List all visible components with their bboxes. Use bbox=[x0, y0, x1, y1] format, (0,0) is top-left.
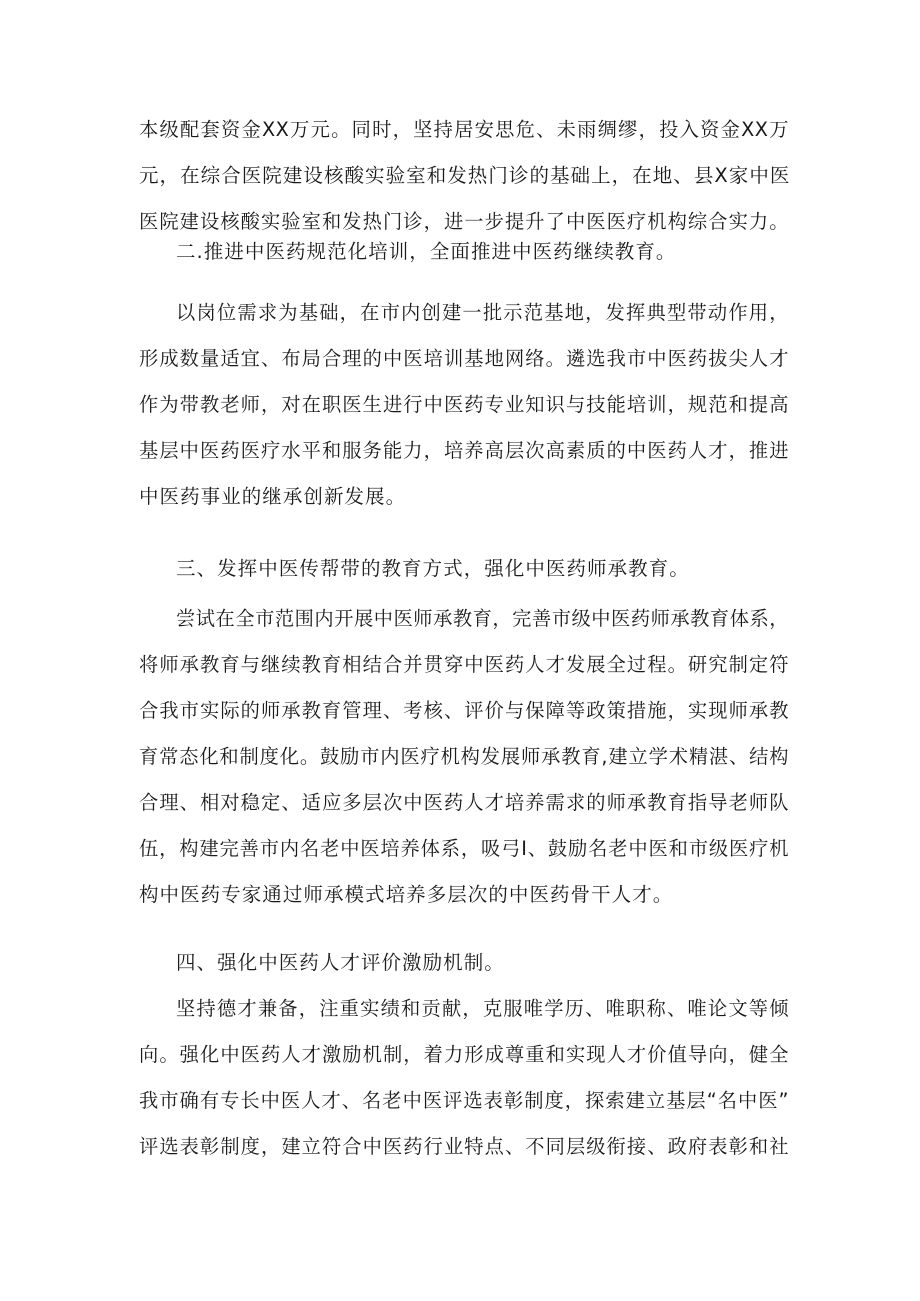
text-line: 向。强化中医药人才激励机制，着力形成尊重和实现人才价值导向，健全 bbox=[139, 1043, 789, 1066]
heading-text: 四、强化中医药人才评价激励机制。 bbox=[176, 951, 505, 974]
text-line: 我市确有专长中医人才、名老中医评选表彰制度，探索建立基层“名中医” bbox=[139, 1089, 789, 1112]
text-line: 以岗位需求为基础，在市内创建一批示范基地，发挥典型带动作用， bbox=[176, 301, 789, 324]
paragraph-mentorship bbox=[139, 596, 789, 918]
text-line: 合我市实际的师承教育管理、考核、评价与保障等政策措施，实现师承教 bbox=[139, 699, 789, 722]
text-line: 本级配套资金XX万元。同时，坚持居安思危、未雨绸缪，投入资金XX万 bbox=[139, 118, 789, 141]
heading-text: 三、发挥中医传帮带的教育方式，强化中医药师承教育。 bbox=[176, 557, 690, 580]
text-line: 基层中医药医疗水平和服务能力，培养高层次高素质的中医药人才，推进 bbox=[139, 439, 789, 462]
text-line: 坚持德才兼备，注重实绩和贡献，克服唯学历、唯职称、唯论文等倾 bbox=[176, 997, 789, 1020]
text-line: 形成数量适宜、布局合理的中医培训基地网络。遴选我市中医药拔尖人才 bbox=[139, 347, 789, 370]
section-heading-3 bbox=[139, 546, 789, 592]
text-line: 合理、相对稳定、适应多层次中医药人才培养需求的师承教育指导老师队 bbox=[139, 791, 789, 814]
text-line: 构中医药专家通过师承模式培养多层次的中医药骨干人才。 bbox=[139, 883, 674, 906]
text-line: 将师承教育与继续教育相结合并贯穿中医药人才发展全过程。研究制定符 bbox=[139, 653, 789, 676]
paragraph-training bbox=[139, 290, 789, 520]
paragraph-evaluation bbox=[139, 986, 789, 1170]
text-line: 作为带教老师，对在职医生进行中医药专业知识与技能培训，规范和提高 bbox=[139, 393, 789, 416]
text-line: 医院建设核酸实验室和发热门诊，进一步提升了中医医疗机构综合实力。 bbox=[139, 210, 789, 233]
text-line: 中医药事业的继承创新发展。 bbox=[139, 485, 407, 508]
section-heading-2 bbox=[139, 229, 789, 275]
paragraph-continuation bbox=[139, 107, 789, 245]
heading-text: 二.推进中医药规范化培训，全面推进中医药继续教育。 bbox=[176, 240, 677, 263]
section-heading-4 bbox=[139, 940, 789, 986]
text-line: 育常态化和制度化。鼓励市内医疗机构发展师承教育,建立学术精湛、结构 bbox=[139, 745, 789, 768]
text-line: 尝试在全市范围内开展中医师承教育，完善市级中医药师承教育体系， bbox=[176, 607, 789, 630]
text-line: 伍，构建完善市内名老中医培养体系，吸弓I、鼓励名老中医和市级医疗机 bbox=[139, 837, 789, 860]
text-line: 元，在综合医院建设核酸实验室和发热门诊的基础上，在地、县X家中医 bbox=[139, 164, 791, 187]
text-line: 评选表彰制度，建立符合中医药行业特点、不同层级衔接、政府表彰和社 bbox=[139, 1135, 789, 1158]
